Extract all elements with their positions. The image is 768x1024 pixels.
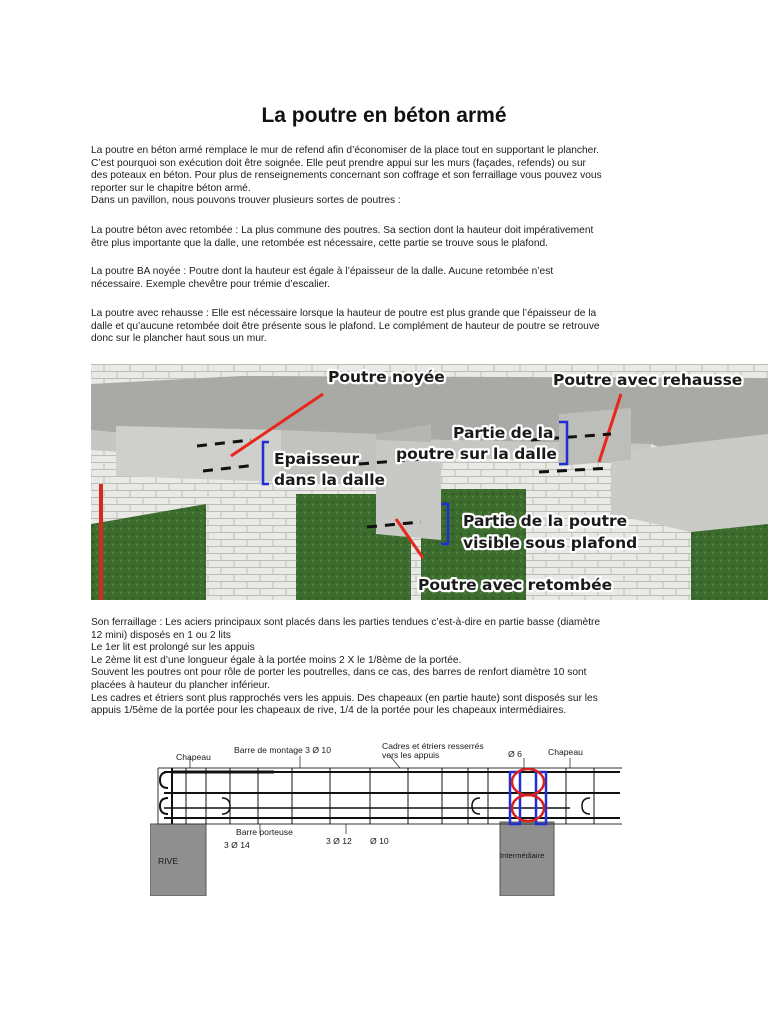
text-line: La poutre béton avec retombée : La plus commune des poutres. Sa section dont la hauteur doit impérativement xyxy=(91,225,594,236)
label-partie-dalle-1: Partie de la xyxy=(453,424,554,442)
text-line: dalle et qu’aucune retombée doit être présente sous le plafond. Le complément de hauteur de poutre se retrouve xyxy=(91,320,600,332)
label-partie-dalle-2: poutre sur la dalle xyxy=(396,445,557,463)
text-line: Son ferraillage : Les aciers principaux sont placés dans les parties tendues c’est-à-dire en partie basse (diamètre xyxy=(91,617,601,628)
text-line: Dans un pavillon, nous pouvons trouver plusieurs sortes de poutres : xyxy=(91,195,401,207)
label-bars-10: Ø 10 xyxy=(370,836,389,846)
label-intermediaire: Intermédiaire xyxy=(500,851,545,860)
text-line: La poutre avec rehausse : Elle est nécessaire lorsque la hauteur de poutre est plus grande que l’épaisseur de la xyxy=(91,308,597,319)
reinforcement-diagram xyxy=(150,738,622,896)
beam-types-illustration xyxy=(91,364,768,600)
label-barre-porteuse-2: 3 Ø 14 xyxy=(224,840,250,850)
text-line: 12 mini) disposés en 1 ou 2 lits xyxy=(91,629,231,641)
text-line: reporter sur le chapitre béton armé. xyxy=(91,182,251,194)
retombee-paragraph xyxy=(91,225,681,250)
label-epaisseur-2: dans la dalle xyxy=(274,471,386,489)
text-line: Le 2ème lit est d’une longueur égale à la portée moins 2 X le 1/8ème de la portée. xyxy=(91,654,462,666)
text-line: Souvent les poutres ont pour rôle de porter les poutrelles, dans ce cas, des barres de renfort diamètre 10 sont xyxy=(91,667,587,679)
page-title: La poutre en béton armé xyxy=(261,104,507,127)
label-poutre-rehausse: Poutre avec rehausse xyxy=(553,371,743,389)
label-chapeau-right: Chapeau xyxy=(548,747,583,757)
label-partie-visible-2: visible sous plafond xyxy=(463,534,638,552)
intro-paragraph xyxy=(91,145,681,208)
label-epaisseur-1: Epaisseur xyxy=(274,450,360,468)
label-barre-porteuse-1: Barre porteuse xyxy=(236,827,293,837)
text-line: donc sur le plancher haut sous un mur. xyxy=(91,333,267,345)
label-poutre-noyee: Poutre noyée xyxy=(328,368,445,386)
label-poutre-retombee: Poutre avec retombée xyxy=(418,576,613,594)
label-cadres-1: Cadres et étriers resserrés xyxy=(382,741,484,751)
text-line: appuis 1/5ème de la portée pour les chapeaux de rive, 1/4 de la portée pour les chapeaux intermédiaires. xyxy=(91,705,567,717)
label-barre-montage: Barre de montage 3 Ø 10 xyxy=(234,745,331,755)
label-cadres-2: vers les appuis xyxy=(382,750,440,760)
text-line: La poutre en béton armé remplace le mur de refend afin d’économiser de la place tout en supportant le plancher. xyxy=(91,145,599,156)
rehausse-paragraph xyxy=(91,308,681,346)
text-line: Les cadres et étriers sont plus rapprochés vers les appuis. Des chapeaux (en partie haute) sont disposés sur les xyxy=(91,692,598,704)
text-line: Le 1er lit est prolongé sur les appuis xyxy=(91,642,255,654)
label-diam-6: Ø 6 xyxy=(508,749,522,759)
ferraillage-paragraph xyxy=(91,617,681,718)
label-rive: RIVE xyxy=(158,856,179,866)
text-line: nécessaire. Exemple chevêtre pour trémie d’escalier. xyxy=(91,278,330,290)
reinforcement-diagram-svg xyxy=(150,738,622,896)
text-line: être plus importante que la dalle, une retombée est nécessaire, cette partie se trouve sous le plafond. xyxy=(91,237,549,249)
beam-illustration-svg xyxy=(91,364,768,600)
text-line: C’est pourquoi son exécution doit être soignée. Elle peut prendre appui sur les murs (façades, refends) ou sur xyxy=(91,157,586,169)
text-line: placées à hauteur du plancher inférieur. xyxy=(91,679,270,691)
noyee-paragraph xyxy=(91,266,681,291)
text-line: La poutre BA noyée : Poutre dont la hauteur est égale à l’épaisseur de la dalle. Aucune retombée n’est xyxy=(91,266,554,277)
label-bars-12: 3 Ø 12 xyxy=(326,836,352,846)
text-line: des poteaux en béton. Pour plus de renseignements concernant son coffrage et son ferraillage vous pouvez vous xyxy=(91,170,602,182)
label-chapeau-left: Chapeau xyxy=(176,752,211,762)
label-partie-visible-1: Partie de la poutre xyxy=(463,512,628,530)
